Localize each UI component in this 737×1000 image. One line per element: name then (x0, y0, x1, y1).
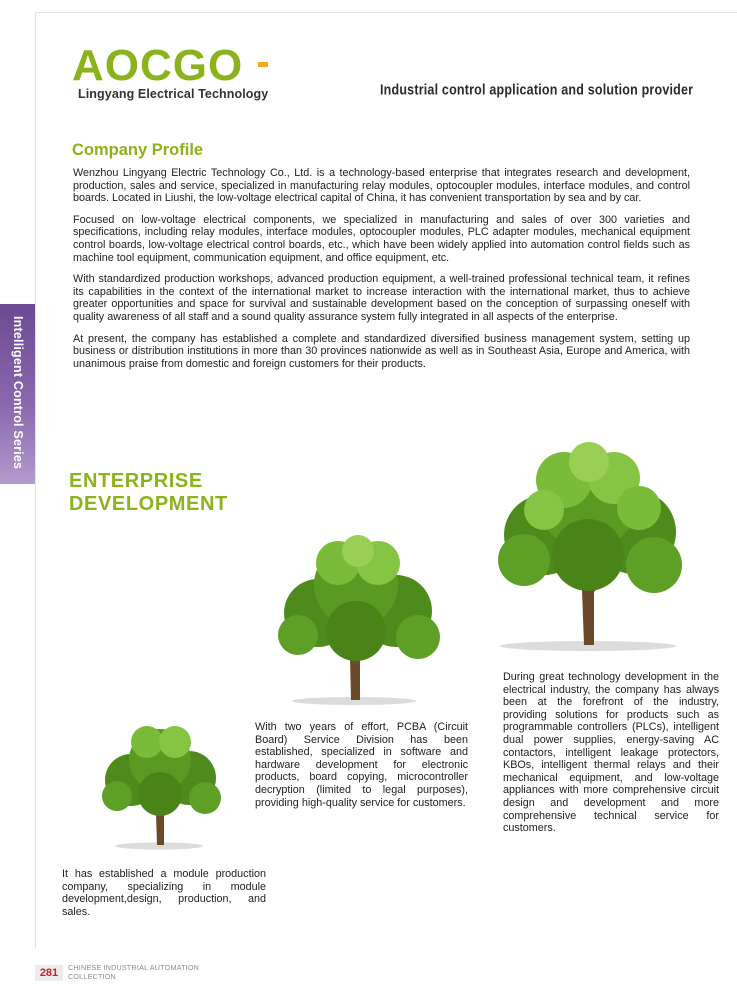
profile-paragraph: With standardized production workshops, advanced production equipment, a well-trained professional technical team, it refines its capabilities in the context of the international market to increase interaction with the international market, thus to achieve greater opportunities and space for survival and sustainable development based on the conception of surpassing oneself with quality awareness of all staff and a sound quality assurance system fully integrated in all aspects of the enterprise. (73, 273, 690, 323)
enterprise-development-heading (69, 470, 228, 516)
publication-name-line: CHINESE INDUSTRIAL AUTOMATION (68, 963, 200, 972)
publication-name (68, 963, 199, 981)
development-stage-2-text: With two years of effort, PCBA (Circuit Board) Service Division has been established, specialized in software and hardware development for electronic products, board copying, microcontroller decryption (limited to legal purposes), providing high-quality service for customers. (255, 721, 468, 809)
logo-subtitle: Lingyang Electrical Technology (78, 87, 269, 101)
large-tree-image (484, 440, 692, 658)
logo-accent (258, 62, 268, 67)
heading-line: DEVELOPMENT (69, 493, 228, 515)
company-profile-body (73, 167, 690, 379)
company-profile-heading: Company Profile (72, 141, 204, 159)
heading-line: ENTERPRISE (69, 470, 203, 492)
series-side-tab-label: Intelligent Control Series (11, 316, 25, 470)
page-number: 281 (35, 965, 63, 981)
medium-tree-image (268, 533, 448, 711)
logo-mark (72, 44, 287, 84)
profile-paragraph: Wenzhou Lingyang Electric Technology Co., Ltd. is a technology-based enterprise that integrates research and development, production, sales and service, specialized in manufacturing relay modules, optocoupler modules, interface modules, and control boards. Located in Liushi, the low-voltage electrical capital of China, it has convenient transportation by sea and by car. (73, 167, 690, 205)
tagline: Industrial control application and solution provider (380, 82, 694, 99)
development-stage-1-text: It has established a module production company, specializing in module development,design, production, and sales. (62, 868, 266, 918)
logo-wordmark: AOCGO (72, 44, 244, 84)
profile-paragraph: At present, the company has established a complete and standardized diversified business management system, setting up business or distribution institutions in more than 30 provinces nationwide as well as in Southeast Asia, Europe and America, with unanimous praise from domestic and foreign customers for their products. (73, 332, 690, 370)
development-stage-3-text: During great technology development in the electrical industry, the company has always been at the forefront of the industry, providing solutions for products such as programmable controllers (PLCs), intelligent dual power supplies, energy-saving AC contactors, intelligent leakage protectors, KBOs, intelligent thermal relays and their mechanical equipment, and low-voltage appliances with more comprehensive circuit design and development and more comprehensive technical service for customers. (503, 671, 719, 835)
series-side-tab (0, 304, 35, 484)
publication-name-line: COLLECTION (68, 972, 116, 981)
profile-paragraph: Focused on low-voltage electrical components, we specialized in manufacturing and sales of over 300 varieties and specifications, including relay modules, interface modules, optocoupler modules, PLC adapter modules, mechanical equipment control boards, low-voltage electrical control boards, etc., which have been widely applied into automation control fields such as machine tool equipment, communication equipment, and office equipment, etc. (73, 213, 690, 264)
small-tree-image (95, 720, 225, 854)
